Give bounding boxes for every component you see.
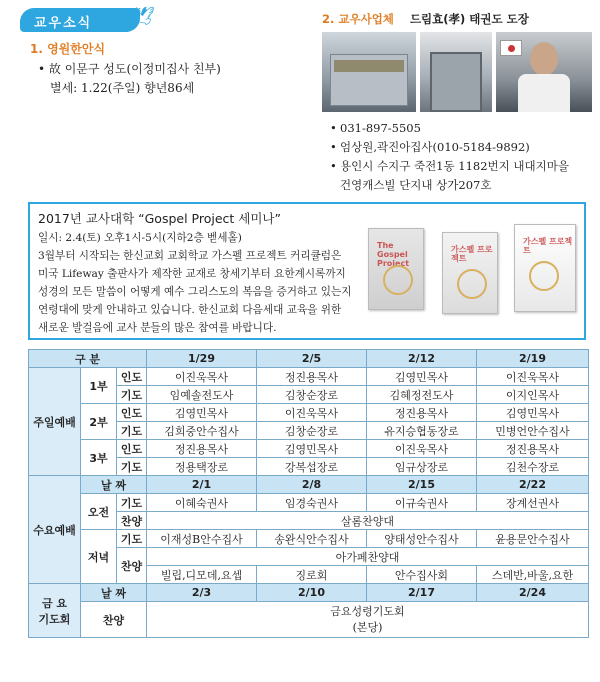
- cell: 정진용목사: [147, 440, 257, 458]
- wednesday-label: 수요예배: [29, 476, 81, 584]
- role-label: 기도: [117, 386, 147, 404]
- role-label: 찬양: [81, 602, 147, 638]
- wednesday-evening-label: 저녁: [81, 530, 117, 584]
- role-label: 기도: [117, 494, 147, 512]
- cell: 정진용목사: [257, 368, 367, 386]
- cell: 정용택장로: [147, 458, 257, 476]
- worship-schedule-table: [28, 349, 589, 638]
- service-part: 3부: [81, 440, 117, 476]
- cell-choir: 살롬찬양대: [147, 512, 589, 530]
- business-title-number: 2. 교우사업체: [322, 12, 394, 26]
- business-info: [330, 119, 569, 195]
- cell: 김영민목사: [257, 440, 367, 458]
- cell: 김천수장로: [477, 458, 589, 476]
- cell: 김영민목사: [147, 404, 257, 422]
- business-owner: • 엄상원,곽진아집사(010-5184-9892): [330, 140, 530, 154]
- cell: 이지인목사: [477, 386, 589, 404]
- funeral-title: 1. 영원한안식: [30, 42, 106, 56]
- cell: 김창순장로: [257, 422, 367, 440]
- seminar-line-6: 새로운 발걸음에 교사 분들의 많은 참여를 바랍니다.: [38, 322, 277, 334]
- cell: 임경숙권사: [257, 494, 367, 512]
- cell-choir: 아가페찬양대: [147, 548, 589, 566]
- cell: 민병언안수집사: [477, 422, 589, 440]
- date-label: 날 짜: [81, 584, 147, 602]
- cell: 정진용목사: [477, 440, 589, 458]
- book-cover-3: 가스펠 프로젝트: [514, 224, 576, 312]
- section-tag: [20, 6, 155, 34]
- service-part: 1부: [81, 368, 117, 404]
- role-label: 기도: [117, 458, 147, 476]
- cell: 이진욱목사: [367, 440, 477, 458]
- cell: 장계선권사: [477, 494, 589, 512]
- instructor-uniform: [518, 74, 570, 112]
- business-address: • 용인시 수지구 죽전1동 1182번지 내대지마을: [330, 159, 569, 173]
- cell: 징로회: [257, 566, 367, 584]
- friday-date: 2/24: [477, 584, 589, 602]
- cell: 송완식안수집사: [257, 530, 367, 548]
- seminar-line-2: 3월부터 시작되는 한신교회 교회학교 가스펠 프로젝트 커리큘럼은: [38, 250, 342, 262]
- seminar-line-3: 미국 Lifeway 출판사가 제작한 교재로 창세기부터 요한계시록까지: [38, 268, 346, 280]
- cell: 이진욱목사: [147, 368, 257, 386]
- business-name: 드림효(孝) 태권도 도장: [409, 12, 529, 26]
- role-label: 찬양: [117, 548, 147, 584]
- cell: 강복섭장로: [257, 458, 367, 476]
- interior-door: [430, 52, 482, 112]
- table-row: [29, 368, 589, 386]
- role-label: 찬양: [117, 512, 147, 530]
- funeral-line-2: 별세: 1.22(주일) 향년86세: [50, 81, 195, 95]
- seminar-body: [38, 229, 383, 337]
- cell: 윤용문안수집사: [477, 530, 589, 548]
- wednesday-date: 2/15: [367, 476, 477, 494]
- cell: 안수집사회: [367, 566, 477, 584]
- role-label: 인도: [117, 440, 147, 458]
- cell: 빌립,디모데,요셉: [147, 566, 257, 584]
- seminar-box: [28, 202, 586, 340]
- business-photos: [322, 32, 592, 112]
- table-row: [29, 476, 589, 494]
- role-label: 기도: [117, 530, 147, 548]
- seminar-line-1: 일시: 2.4(토) 오후1시-5시(지하2층 벧세홀): [38, 232, 242, 244]
- cell: 유지승협동장로: [367, 422, 477, 440]
- friday-date: 2/10: [257, 584, 367, 602]
- business-address-2: 건영캐스빌 단지내 상가207호: [340, 178, 492, 192]
- table-row: [29, 494, 589, 512]
- business-phone: • 031-897-5505: [330, 121, 421, 135]
- funeral-line-1: • 故 이문구 성도(이정미집사 친부): [38, 62, 221, 76]
- sunday-date: 1/29: [147, 350, 257, 368]
- seminar-line-4: 성경의 모든 말씀이 어떻게 예수 그리스도의 복음을 증거하고 있는지: [38, 286, 352, 298]
- seminar-line-5: 연령대에 맞게 안내하고 있습니다. 한신교회 다음세대 교육을 위한: [38, 304, 342, 316]
- photo-instructor: [496, 32, 592, 112]
- wednesday-morning-label: 오전: [81, 494, 117, 530]
- cell: 김희중안수집사: [147, 422, 257, 440]
- cell: 이혜숙권사: [147, 494, 257, 512]
- wednesday-date: 2/22: [477, 476, 589, 494]
- role-label: 인도: [117, 368, 147, 386]
- role-label: 인도: [117, 404, 147, 422]
- book-cover-2: 가스펠 프로젝트: [442, 232, 498, 314]
- instructor-face: [530, 42, 558, 76]
- table-row: [29, 584, 589, 602]
- seminar-title: 2017년 교사대학 “Gospel Project 세미나”: [38, 211, 281, 226]
- cell: 김창순장로: [257, 386, 367, 404]
- table-row: [29, 440, 589, 458]
- business-title: [322, 11, 529, 27]
- cell: 양태성안수집사: [367, 530, 477, 548]
- sunday-date: 2/12: [367, 350, 477, 368]
- cell: 정진용목사: [367, 404, 477, 422]
- table-row: [29, 350, 589, 368]
- header-category: 구 분: [29, 350, 147, 368]
- sunday-date: 2/19: [477, 350, 589, 368]
- cell: 김영민목사: [367, 368, 477, 386]
- book-emblem: [529, 261, 559, 291]
- service-part: 2부: [81, 404, 117, 440]
- photo-building: [322, 32, 416, 112]
- cell: 스데반,바울,요한: [477, 566, 589, 584]
- cell: 김영민목사: [477, 404, 589, 422]
- friday-date: 2/17: [367, 584, 477, 602]
- wednesday-date: 2/8: [257, 476, 367, 494]
- photo-interior: [420, 32, 492, 112]
- cell-friday-service: 금요성령기도회 (본당): [147, 602, 589, 638]
- date-label: 날 짜: [81, 476, 147, 494]
- table-row: [29, 404, 589, 422]
- cell: 김혜정전도사: [367, 386, 477, 404]
- book-emblem: [383, 265, 413, 295]
- book-emblem: [457, 269, 487, 299]
- sunday-label: 주일예배: [29, 368, 81, 476]
- wednesday-date: 2/1: [147, 476, 257, 494]
- cell: 이진욱목사: [477, 368, 589, 386]
- sunday-date: 2/5: [257, 350, 367, 368]
- friday-date: 2/3: [147, 584, 257, 602]
- book-cover-1: The Gospel Project: [368, 228, 424, 310]
- tag-label: 교우소식: [34, 16, 93, 31]
- cell: 임규상장로: [367, 458, 477, 476]
- cell: 이재성B안수집사: [147, 530, 257, 548]
- friday-label: 금 요 기도회: [29, 584, 81, 638]
- book-covers: [368, 214, 580, 334]
- building-sign: [334, 60, 404, 72]
- cell: 임예솔전도사: [147, 386, 257, 404]
- bird-icon: 🕊: [132, 6, 155, 27]
- table-row: [29, 530, 589, 548]
- flag-icon: [500, 40, 522, 56]
- cell: 이진욱목사: [257, 404, 367, 422]
- cell: 이규숙권사: [367, 494, 477, 512]
- role-label: 기도: [117, 422, 147, 440]
